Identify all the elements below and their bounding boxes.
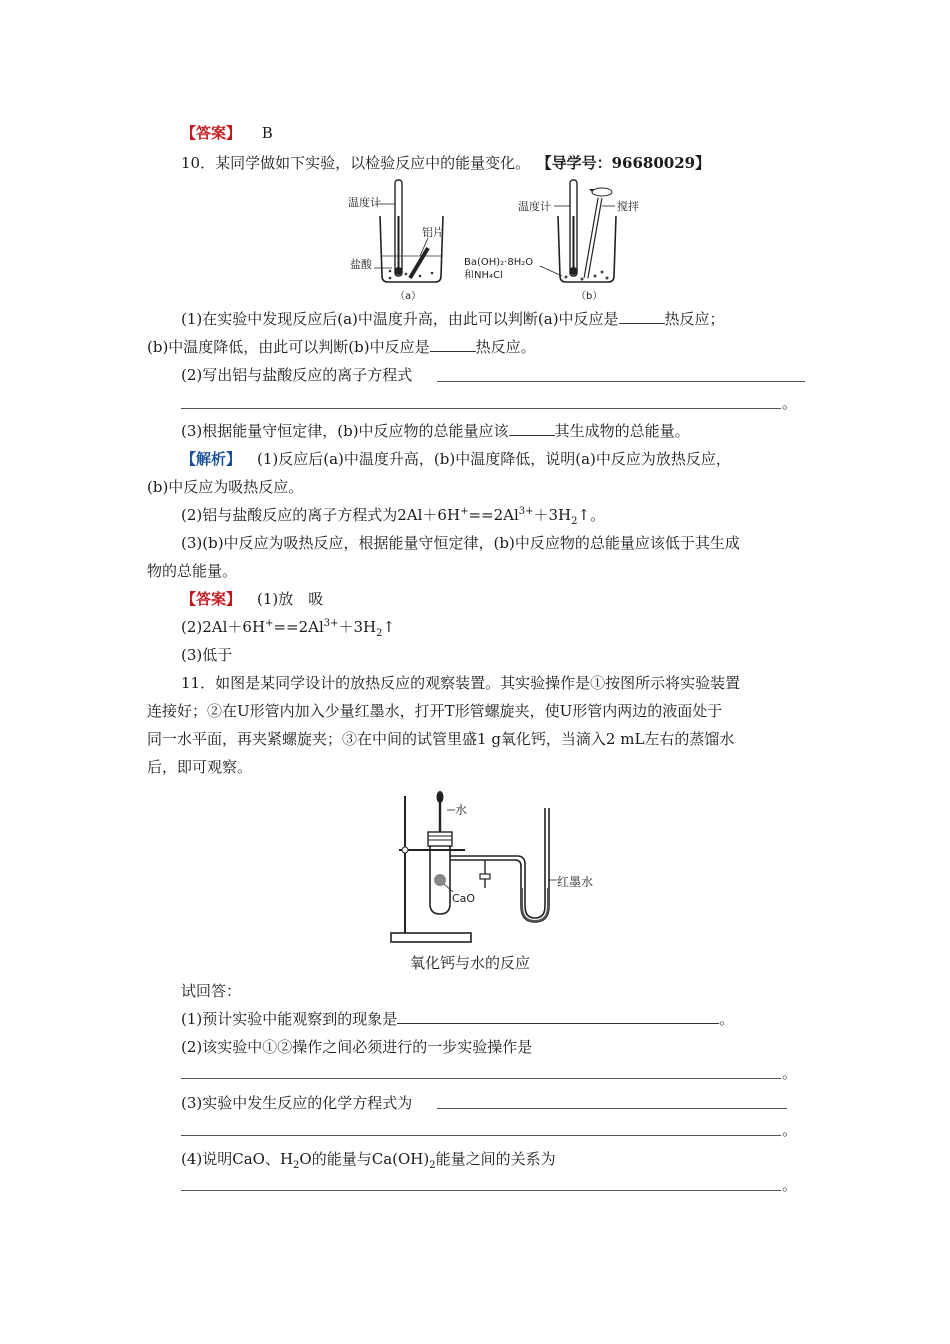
figure-b xyxy=(462,176,652,306)
blank-q11-4[interactable] xyxy=(181,1190,781,1191)
q10-part1-line2 xyxy=(147,337,536,357)
reagent-label-2: 和NH₄Cl xyxy=(464,270,503,281)
sub-2-d: 2 xyxy=(429,1160,436,1171)
q10-p1-text: (1)在实验中发现反应后(a)中温度升高，由此可以判断(a)中反应是 xyxy=(181,310,619,328)
answer-tag-10: 【答案】 xyxy=(181,590,242,608)
q11-a4-end: 能量之间的关系为 xyxy=(435,1150,556,1168)
stand-base xyxy=(391,933,471,942)
blank-2b[interactable] xyxy=(181,408,781,409)
blank-q11-2[interactable] xyxy=(181,1078,781,1079)
q10-stem-text: 10．某同学做如下实验，以检验反应中的能量变化。 xyxy=(181,154,531,172)
thermometer-label-a: 温度计 xyxy=(348,196,381,209)
period-q11-1: 。 xyxy=(719,1010,735,1028)
solution-line4: (3)(b)中反应为吸热反应，根据能量守恒定律，(b)中反应物的总能量应该低于其生成 xyxy=(181,534,740,552)
answer-2-pre: (2)2Al＋6H xyxy=(181,618,266,636)
solution-2-end: ＋3H xyxy=(533,506,572,524)
solution-1a: (1)反应后(a)中温度升高，(b)中温度降低，说明(a)中反应为放热反应， xyxy=(257,450,731,468)
stir-label: 搅拌 xyxy=(617,200,639,213)
screw-clamp xyxy=(480,874,490,879)
q11-line4: 后，即可观察。 xyxy=(147,758,253,776)
answer-2-mid: ==2Al xyxy=(273,618,324,636)
period-q11-3: 。 xyxy=(782,1121,798,1139)
solution-tag: 【解析】 xyxy=(181,450,242,468)
solution-line2: (b)中反应为吸热反应。 xyxy=(147,478,304,496)
q10-p3-suffix: 其生成物的总能量。 xyxy=(554,422,690,440)
caption-a: （a） xyxy=(395,291,422,302)
guide-number: 【导学号：96680029】 xyxy=(544,154,711,172)
q10-p2-text: (2)写出铝与盐酸反应的离子方程式 xyxy=(181,366,413,384)
q11-a4-mid: O的能量与Ca(OH) xyxy=(299,1150,430,1168)
blank-3[interactable] xyxy=(509,421,555,436)
solution-line5: 物的总能量。 xyxy=(147,562,238,580)
sub-2-b: 2 xyxy=(376,628,383,639)
q11-a2: (2)该实验中①②操作之间必须进行的一步实验操作是 xyxy=(181,1038,533,1056)
red-ink-label: 红墨水 xyxy=(557,875,594,889)
sub-2: 2 xyxy=(571,516,578,527)
answer-line2 xyxy=(181,617,395,637)
q11-ask: 试回答： xyxy=(181,982,242,1000)
blank-q11-3b[interactable] xyxy=(181,1135,781,1136)
q10-part2 xyxy=(181,365,412,385)
q11-line1: 11．如图是某同学设计的放热反应的观察装置。其实验操作是①按图所示将实验装置 xyxy=(181,674,741,692)
blank-1a[interactable] xyxy=(619,309,665,324)
solution-line1 xyxy=(181,449,731,469)
q11-a3: (3)实验中发生反应的化学方程式为 xyxy=(181,1094,413,1112)
blank-q11-3a[interactable] xyxy=(437,1108,787,1109)
answer-line1 xyxy=(181,589,323,609)
solution-2-pre: (2)铝与盐酸反应的离子方程式为2Al＋6H xyxy=(181,506,461,524)
water-label: 水 xyxy=(455,803,468,817)
q10-stem xyxy=(181,153,710,173)
blank-q11-1[interactable] xyxy=(397,1009,719,1024)
sup-3plus-b: 3+ xyxy=(323,618,339,629)
answer-2-tail: ↑ xyxy=(382,618,396,636)
q10-p1-text-b: (b)中温度降低，由此可以判断(b)中反应是 xyxy=(147,338,430,356)
q10-p3-text: (3)根据能量守恒定律，(b)中反应物的总能量应该 xyxy=(181,422,509,440)
answer-2-end: ＋3H xyxy=(338,618,377,636)
answer-line3: (3)低于 xyxy=(181,646,233,664)
sup-plus-b: + xyxy=(265,618,274,629)
acid-label: 盐酸 xyxy=(350,258,372,271)
q11-a4-pre: (4)说明CaO、H xyxy=(181,1150,294,1168)
solution-2-mid: ==2Al xyxy=(468,506,519,524)
q9-answer xyxy=(181,123,273,143)
solution-line3 xyxy=(181,505,605,525)
aluminium-label: 铝片 xyxy=(422,226,444,239)
period-q11-4: 。 xyxy=(782,1176,798,1194)
reagent-label-1: Ba(OH)₂·8H₂O xyxy=(464,257,534,268)
answer-1: (1)放 吸 xyxy=(257,590,324,608)
cao-label: CaO xyxy=(452,892,476,905)
answer-tag: 【答案】 xyxy=(181,124,242,142)
q10-part1-line1 xyxy=(181,309,725,329)
thermometer-label-b: 温度计 xyxy=(518,200,551,213)
q10-p1-suffix: 热反应； xyxy=(664,310,725,328)
q11-line3: 同一水平面，再夹紧螺旋夹；③在中间的试管里盛1 g氧化钙，当滴入2 mL左右的蒸馏水 xyxy=(147,730,735,748)
blank-2a[interactable] xyxy=(437,381,805,382)
answer-value: B xyxy=(261,124,273,142)
blank-1b[interactable] xyxy=(430,337,476,352)
q11-line2: 连接好；②在U形管内加入少量红墨水，打开T形管螺旋夹，使U形管内两边的液面处于 xyxy=(147,702,723,720)
figure-a xyxy=(340,176,470,306)
q10-part3 xyxy=(181,421,690,441)
sup-plus: + xyxy=(460,506,469,517)
aluminium-strip xyxy=(410,248,428,278)
period-q11-2: 。 xyxy=(782,1064,798,1082)
solution-2-tail: ↑。 xyxy=(577,506,606,524)
stopper xyxy=(428,832,452,846)
q11-a1 xyxy=(181,1009,734,1029)
stir-arrow-icon xyxy=(592,188,612,196)
q11-a4 xyxy=(181,1149,556,1169)
q10-p1-suffix-b: 热反应。 xyxy=(475,338,536,356)
q11-a1-text: (1)预计实验中能观察到的现象是 xyxy=(181,1010,398,1028)
figure-caption-cao: 氧化钙与水的反应 xyxy=(410,954,531,972)
sup-3plus: 3+ xyxy=(518,506,534,517)
caption-b: （b） xyxy=(576,291,603,302)
figure-cao-apparatus xyxy=(385,788,605,948)
period-2: 。 xyxy=(782,394,798,412)
sub-2-c: 2 xyxy=(293,1160,300,1171)
